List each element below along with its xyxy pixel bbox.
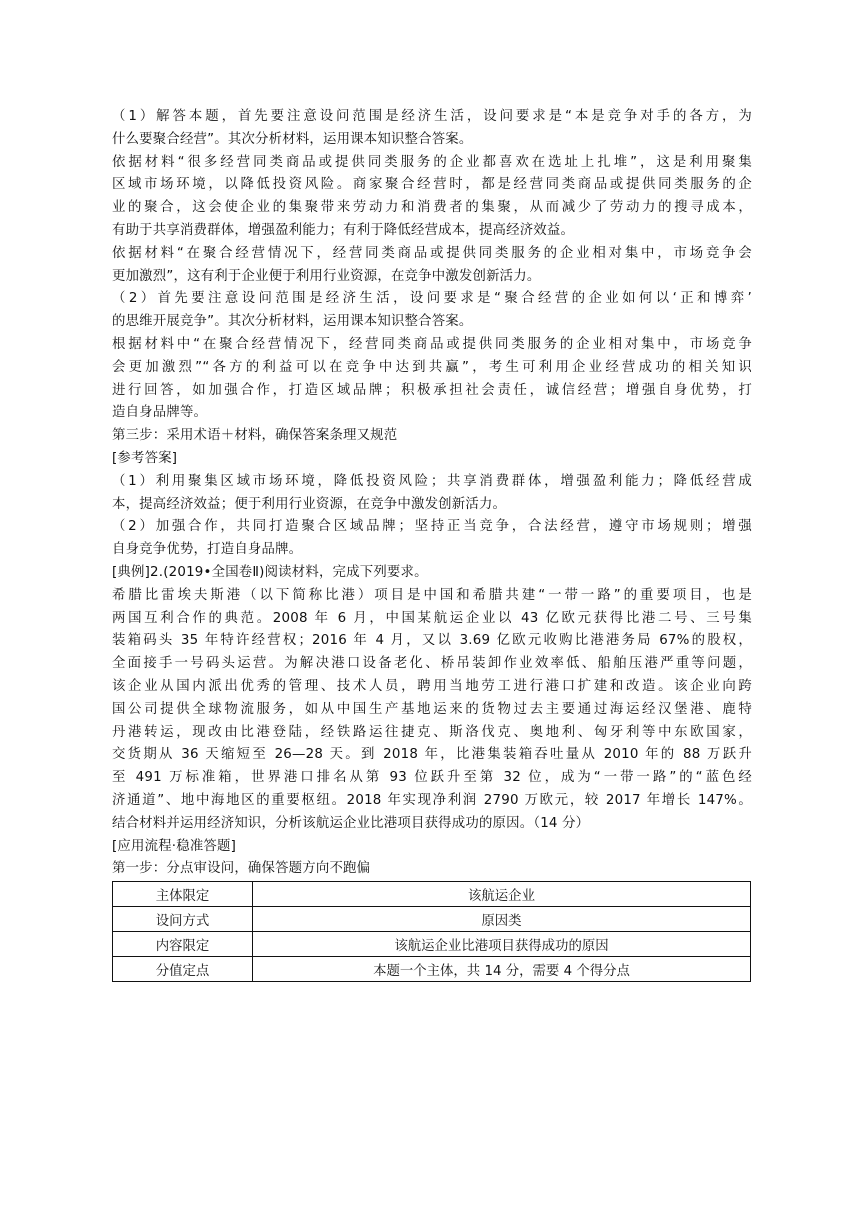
table-row [113, 957, 751, 982]
text-line: 依据材料“在聚合经营情况下，经营同类商品或提供同类服务的企业相对集中，市场竞争会 [112, 245, 752, 261]
text-line: 第三步：采用术语＋材料，确保答案条理又规范 [112, 428, 398, 444]
text-line: （1）解答本题，首先要注意设问范围是经济生活，设问要求是“本是竞争对手的各方，为 [112, 109, 752, 124]
text-line: 第一步：分点审设问，确保答题方向不跑偏 [112, 861, 371, 877]
text-line: 装箱码头 35 年特许经营权；2016 年 4 月，又以 3.69 亿欧元收购比港港务局 67%的股权， [112, 633, 752, 649]
text-line: 会更加激烈”“各方的利益可以在竞争中达到共赢”，考生可利用企业经营成功的相关知识 [112, 359, 752, 375]
text-line: 依据材料“很多经营同类商品或提供同类服务的企业都喜欢在选址上扎堆”，这是利用聚集 [112, 154, 752, 170]
text-line: 业的聚合，这会使企业的集聚带来劳动力和消费者的集聚，从而减少了劳动力的搜寻成本， [112, 200, 752, 216]
text-line: [应用流程·稳准答题] [112, 838, 237, 854]
table-row-value: 该航运企业比港项目获得成功的原因 [253, 932, 751, 957]
text-line: 进行回答，如加强合作，打造区域品牌；积极承担社会责任，诚信经营；增强自身优势，打 [112, 382, 752, 398]
text-line: （2）加强合作，共同打造聚合区域品牌；坚持正当竞争，合法经营，遵守市场规则；增强 [112, 519, 752, 535]
text-line: 国公司提供全球物流服务，如从中国生产基地运来的货物过去主要通过海运经汉堡港、鹿特 [112, 701, 752, 717]
table-row [113, 907, 751, 932]
text-line: 至 491 万标准箱，世界港口排名从第 93 位跃升至第 32 位，成为“一带一路”的“蓝色经 [112, 770, 752, 786]
text-line: 该企业从国内派出优秀的管理、技术人员，聘用当地劳工进行港口扩建和改造。该企业向跨 [112, 678, 752, 694]
table-row-value: 本题一个主体，共 14 分，需要 4 个得分点 [253, 957, 751, 982]
table-row [113, 882, 751, 907]
text-line: 什么要聚合经营”。其次分析材料，运用课本知识整合答案。 [112, 131, 473, 147]
text-line: 更加激烈”，这有利于企业便于利用行业资源，在竞争中激发创新活力。 [112, 268, 541, 284]
table-row [113, 932, 751, 957]
table-row-key: 内容限定 [113, 932, 253, 957]
text-line: 自身竞争优势，打造自身品牌。 [112, 542, 303, 558]
table-row-key: 设问方式 [113, 907, 253, 932]
text-line: 丹港转运，现改由比港登陆，经铁路运往捷克、斯洛伐克、奥地利、匈牙利等中东欧国家， [112, 724, 752, 740]
text-line: （2）首先要注意设问范围是经济生活，设问要求是“聚合经营的企业如何以‘正和博弈’ [112, 291, 752, 307]
text-line: 区域市场环境，以降低投资风险。商家聚合经营时，都是经营同类商品或提供同类服务的企 [112, 177, 752, 193]
document-page [112, 106, 752, 982]
text-line: 有助于共享消费群体，增强盈利能力；有利于降低经营成本，提高经济效益。 [112, 222, 575, 238]
question-analysis-table [112, 881, 751, 982]
text-line: 两国互利合作的典范。2008 年 6 月，中国某航运企业以 43 亿欧元获得比港二号、三号集 [112, 610, 752, 626]
text-line: 结合材料并运用经济知识，分析该航运企业比港项目获得成功的原因。（14 分） [112, 815, 590, 831]
text-line: [参考答案] [112, 450, 178, 466]
table-row-key: 分值定点 [113, 957, 253, 982]
document-body [112, 106, 752, 881]
text-line: （1）利用聚集区域市场环境，降低投资风险；共享消费群体，增强盈利能力；降低经营成 [112, 473, 752, 489]
text-line: 本，提高经济效益；便于利用行业资源，在竞争中激发创新活力。 [112, 496, 507, 512]
table-row-value: 该航运企业 [253, 882, 751, 907]
text-line: [典例]2.(2019•全国卷Ⅱ)阅读材料，完成下列要求。 [112, 564, 428, 580]
text-line: 希腊比雷埃夫斯港（以下简称比港）项目是中国和希腊共建“一带一路”的重要项目，也是 [112, 587, 752, 603]
table-row-value: 原因类 [253, 907, 751, 932]
table-row-key: 主体限定 [113, 882, 253, 907]
text-line: 济通道”、地中海地区的重要枢纽。2018 年实现净利润 2790 万欧元，较 2017 年增长 147%。 [112, 792, 752, 808]
text-line: 全面接手一号码头运营。为解决港口设备老化、桥吊装卸作业效率低、船舶压港严重等问题， [112, 656, 752, 672]
text-line: 根据材料中“在聚合经营情况下，经营同类商品或提供同类服务的企业相对集中，市场竞争 [112, 336, 752, 352]
text-line: 的思维开展竞争”。其次分析材料，运用课本知识整合答案。 [112, 314, 473, 330]
text-line: 造自身品牌等。 [112, 405, 208, 421]
text-line: 交货期从 36 天缩短至 26—28 天。到 2018 年，比港集装箱吞吐量从 2010 年的 88 万跃升 [112, 747, 752, 763]
